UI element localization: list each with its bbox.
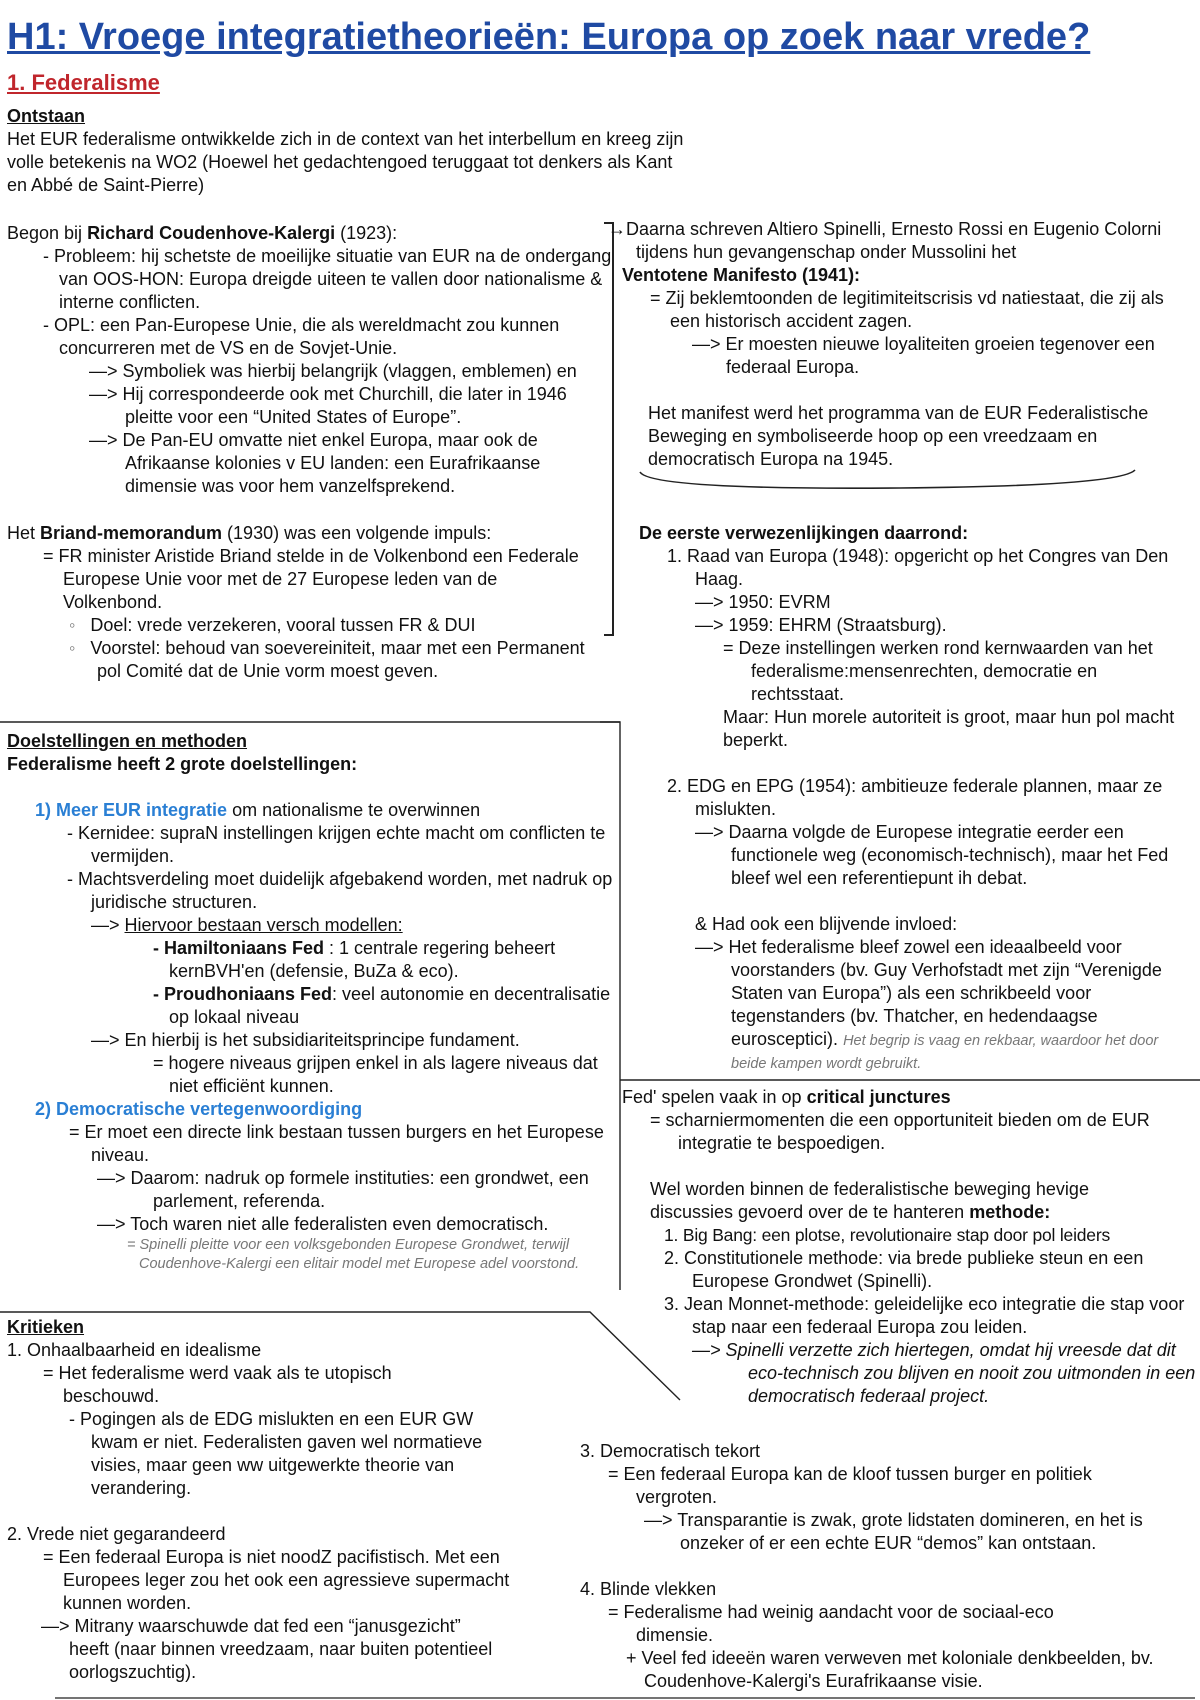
- kritiek-1-dash: - Pogingen als de EDG mislukten en een EUR GW kwam er niet. Federalisten gaven wel normatieve visies, maar geen ww uitgewerkte theorie van verandering.: [69, 1409, 483, 1498]
- ontstaan-heading: Ontstaan: [7, 106, 86, 126]
- modellen: [7, 914, 617, 937]
- page-title: H1: Vroege integratietheorieën: Europa op zoek naar vrede?: [7, 16, 1091, 58]
- kritiek-1: 1. Onhaalbaarheid en idealisme: [7, 1340, 262, 1360]
- kritiek-4: 4. Blinde vlekken: [580, 1579, 717, 1599]
- briand-intro-pre: Het: [7, 523, 41, 543]
- coudenhove-probleem: - Probleem: hij schetste de moeilijke situatie van EUR na de ondergang van OOS-HON: Europa dreigde uiteen te vallen door nationalisme & interne conflicten.: [43, 246, 612, 312]
- section-heading-federalisme: 1. Federalisme: [7, 70, 160, 95]
- junctures-intro-pre: Fed' spelen vaak in op: [622, 1087, 807, 1107]
- kritiek-2-arrow: —> Mitrany waarschuwde dat fed een “janusgezicht” heeft (naar binnen vreedzaam, naar buiten potentieel oorlogszuchtig).: [41, 1616, 493, 1682]
- coudenhove-intro-pre: Begon bij: [7, 223, 88, 243]
- methode-constitutioneel: 2. Constitutionele methode: via brede publieke steun en een Europese Grondwet (Spinelli).: [664, 1248, 1144, 1291]
- kritiek-3-eq: = Een federaal Europa kan de kloof tussen burger en politiek vergroten.: [608, 1464, 1092, 1507]
- doel-1: [7, 799, 617, 822]
- invloed-arrow-text: —> Het federalisme bleef zowel een ideaalbeeld voor voorstanders (bv. Guy Verhofstadt met zijn “Verenigde Staten van Europa”) als een schrikbeeld voor tegenstanders (bv. Thatcher, en hedendaagse eurosceptici).: [695, 937, 1162, 1049]
- ehrm: —> 1959: EHRM (Straatsburg).: [695, 615, 947, 635]
- kritiek-2: 2. Vrede niet gegarandeerd: [7, 1524, 226, 1544]
- doelstellingen-block: [7, 730, 617, 1274]
- doel-2-eq: = Er moet een directe link bestaan tussen burgers en het Europese niveau.: [69, 1122, 604, 1165]
- briand-eq: = FR minister Aristide Briand stelde in de Volkenbond een Federale Europese Unie voor met de 27 Europese leden van de Volkenbond.: [43, 546, 579, 612]
- junctures-intro-bold: critical junctures: [806, 1087, 951, 1107]
- bullet-icon: ◦: [69, 615, 91, 635]
- methode-pre: Wel worden binnen de federalistische beweging hevige discussies gevoerd over de te hanteren: [650, 1179, 1089, 1222]
- arrow-right-icon: →: [608, 219, 626, 239]
- briand-name: Briand-memorandum: [40, 523, 223, 543]
- kritiek-2-eq: = Een federaal Europa is niet noodZ pacifistisch. Met een Europees leger zou het ook een agressieve supermacht kunnen worden.: [43, 1547, 510, 1613]
- hamilton-rest: : 1 centrale regering beheert kernBVH'en (defensie, BuZa & eco).: [169, 938, 556, 981]
- ventotene-eq: = Zij beklemtoonden de legitimiteitscrisis vd natiestaat, die zij als een historisch accident zagen.: [650, 288, 1164, 331]
- kritieken-block: [7, 1316, 567, 1684]
- bullet-icon: ◦: [69, 638, 91, 658]
- invloed-note: Het begrip is vaag en rekbaar, waardoor het door beide kampen wordt gebruikt.: [731, 1033, 1159, 1072]
- hamilton-name: - Hamiltoniaans Fed: [153, 938, 325, 958]
- kernwaarden: = Deze instellingen werken rond kernwaarden van het federalisme:mensenrechten, democratie en rechtsstaat.: [723, 638, 1153, 704]
- verwezenlijkingen-heading: De eerste verwezenlijkingen daarrond:: [639, 523, 969, 543]
- kritiek-3-arrow: —> Transparantie is zwak, grote lidstaten domineren, en het is onzeker of er een echte EUR “demos” kan ontstaan.: [644, 1510, 1143, 1553]
- coudenhove-arrow-churchill: —> Hij correspondeerde ook met Churchill, die later in 1946 pleitte voor een “United States of Europe”.: [89, 384, 567, 427]
- ventotene-arrow: —> Er moesten nieuwe loyaliteiten groeien tegenover een federaal Europa.: [692, 334, 1155, 377]
- evrm: —> 1950: EVRM: [695, 592, 831, 612]
- coudenhove-opl: - OPL: een Pan-Europese Unie, die als wereldmacht zou kunnen concurreren met de VS en de Sovjet-Unie.: [43, 315, 560, 358]
- subsidiariteit: —> En hierbij is het subsidiariteitsprincipe fundament.: [91, 1030, 520, 1050]
- subsidiariteit-eq: = hogere niveaus grijpen enkel in als lagere niveaus dat niet efficiënt kunnen.: [153, 1053, 598, 1096]
- kernidee: - Kernidee: supraN instellingen krijgen echte macht om conflicten te vermijden.: [67, 823, 606, 866]
- briand-doel-text: Doel: vrede verzekeren, vooral tussen FR & DUI: [90, 615, 476, 635]
- junctures-block: [622, 1086, 1197, 1408]
- coudenhove-name: Richard Coudenhove-Kalergi: [87, 223, 336, 243]
- blijvende-invloed: & Had ook een blijvende invloed:: [695, 914, 958, 934]
- kritiek-4-eq: = Federalisme had weinig aandacht voor de sociaal-eco dimensie.: [608, 1602, 1054, 1645]
- coudenhove-intro-post: (1923):: [335, 223, 398, 243]
- doel-2-arrow-1: —> Daarom: nadruk op formele instituties: een grondwet, een parlement, referenda.: [97, 1168, 589, 1211]
- junctures-eq: = scharniermomenten die een opportuniteit bieden om de EUR integratie te bespoedigen.: [650, 1110, 1150, 1153]
- doelstellingen-subheading: Federalisme heeft 2 grote doelstellingen:: [7, 754, 358, 774]
- kritiek-3: 3. Democratisch tekort: [580, 1441, 761, 1461]
- kritieken-right-block: [580, 1440, 1195, 1693]
- junctures-intro: [622, 1086, 1197, 1109]
- briand-voorstel-text: Voorstel: behoud van soevereiniteit, maar met een Permanent pol Comité dat de Unie vorm moest geven.: [90, 638, 585, 681]
- proudhoniaans: [7, 983, 617, 1029]
- doel-2-note: = Spinelli pleitte voor een volksgebonden Europese Grondwet, terwijl Coudenhove-Kalergi een elitair model met Europese adel voorstond.: [127, 1237, 580, 1272]
- kritieken-heading: Kritieken: [7, 1317, 85, 1337]
- doel-1-rest: om nationalisme te overwinnen: [227, 800, 481, 820]
- briand-intro-post: (1930) was een volgende impuls:: [222, 523, 492, 543]
- ventotene-manifest: Het manifest werd het programma van de EUR Federalistische Beweging en symboliseerde hoop op een vreedzaam en democratisch Europa na 1945.: [648, 403, 1149, 469]
- kritiek-4-plus: + Veel fed ideeën waren verweven met koloniale denkbeelden, bv. Coudenhove-Kalergi's Eurafrikaanse visie.: [626, 1648, 1154, 1691]
- methode-monnet: 3. Jean Monnet-methode: geleidelijke eco integratie die stap voor stap naar een federaal Europa zou leiden.: [664, 1294, 1185, 1337]
- doel-2-title: 2) Democratische vertegenwoordiging: [35, 1099, 363, 1119]
- methode-big-bang: 1. Big Bang: een plotse, revolutionaire stap door pol leiders: [664, 1225, 1111, 1245]
- doel-1-title: 1) Meer EUR integratie: [35, 800, 228, 820]
- doelstellingen-heading: Doelstellingen en methoden: [7, 731, 248, 751]
- doel-2-arrow-2: —> Toch waren niet alle federalisten even democratisch.: [97, 1214, 549, 1234]
- proudhon-rest: : veel autonomie en decentralisatie op lokaal niveau: [169, 984, 611, 1027]
- kritiek-1-eq: = Het federalisme werd vaak als te utopisch beschouwd.: [43, 1363, 392, 1406]
- coudenhove-arrow-symboliek: —> Symboliek was hierbij belangrijk (vlaggen, emblemen) en: [89, 361, 577, 381]
- ontstaan-text: Het EUR federalisme ontwikkelde zich in de context van het interbellum en kreeg zijn volle betekenis na WO2 (Hoewel het gedachtengoed teruggaat tot denkers als Kant en Abbé de Saint-Pierre): [7, 129, 684, 195]
- modellen-arrow: —>: [91, 915, 125, 935]
- raad-van-europa: 1. Raad van Europa (1948): opgericht op het Congres van Den Haag.: [667, 546, 1169, 589]
- verwezenlijkingen-block: [639, 522, 1195, 1074]
- edg-epg: 2. EDG en EPG (1954): ambitieuze federale plannen, maar ze mislukten.: [667, 776, 1163, 819]
- proudhon-name: - Proudhoniaans Fed: [153, 984, 333, 1004]
- machtsverdeling: - Machtsverdeling moet duidelijk afgebakend worden, met nadruk op juridische structuren.: [67, 869, 613, 912]
- ventotene-name: Ventotene Manifesto (1941):: [622, 265, 861, 285]
- methode-monnet-arrow: —> Spinelli verzette zich hiertegen, omdat hij vreesde dat dit eco-technisch zou blijven en nooit zou uitmonden in een democratisch federaal project.: [692, 1340, 1196, 1406]
- methode-intro: [622, 1178, 1150, 1224]
- coudenhove-arrow-eurafrika: —> De Pan-EU omvatte niet enkel Europa, maar ook de Afrikaanse kolonies v EU landen: een Eurafrikaanse dimensie was voor hem vanzelfsprekend.: [89, 430, 541, 496]
- hamiltoniaans: [7, 937, 617, 983]
- edg-epg-arrow: —> Daarna volgde de Europese integratie eerder een functionele weg (economisch-technisch), maar het Fed bleef wel een referentiepunt ih debat.: [695, 822, 1169, 888]
- morele-autoriteit: Maar: Hun morele autoriteit is groot, maar hun pol macht beperkt.: [723, 707, 1175, 750]
- methode-bold: methode:: [969, 1202, 1051, 1222]
- blijvende-invloed-arrow: [639, 936, 1195, 1074]
- modellen-text: Hiervoor bestaan versch modellen:: [124, 915, 403, 935]
- ventotene-intro-text: Daarna schreven Altiero Spinelli, Ernesto Rossi en Eugenio Colorni tijdens hun gevangenschap onder Mussolini het: [626, 219, 1162, 262]
